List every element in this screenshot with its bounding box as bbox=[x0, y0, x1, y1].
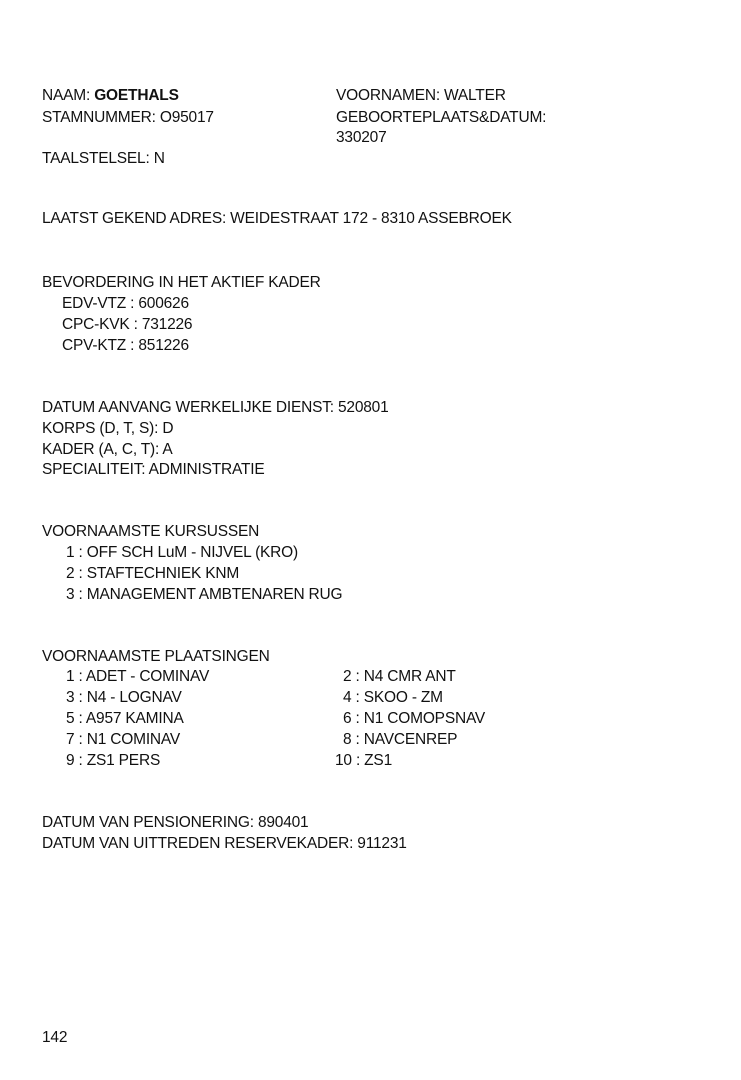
taalstelsel: TAALSTELSEL: N bbox=[42, 150, 165, 167]
plaatsing-item: 10 : ZS1 bbox=[335, 752, 392, 769]
plaatsing-item: 2 : N4 CMR ANT bbox=[343, 668, 456, 685]
naam-line bbox=[42, 86, 179, 106]
kader: KADER (A, C, T): A bbox=[42, 441, 173, 458]
plaatsing-item: 7 : N1 COMINAV bbox=[66, 731, 181, 748]
geboorte-value: 330207 bbox=[336, 129, 387, 146]
page-number: 142 bbox=[42, 1029, 68, 1046]
geboorte-label: GEBOORTEPLAATS&DATUM: bbox=[336, 109, 547, 126]
kursus-item: 2 : STAFTECHNIEK KNM bbox=[66, 565, 240, 582]
plaatsing-item: 3 : N4 - LOGNAV bbox=[66, 689, 182, 706]
datum-uittreden: DATUM VAN UITTREDEN RESERVEKADER: 911231 bbox=[42, 835, 407, 852]
voornamen: VOORNAMEN: WALTER bbox=[336, 87, 506, 104]
bevordering-item: CPC-KVK : 731226 bbox=[62, 316, 193, 333]
plaatsing-item: 9 : ZS1 PERS bbox=[66, 752, 161, 769]
datum-pensionering: DATUM VAN PENSIONERING: 890401 bbox=[42, 814, 309, 831]
bevordering-item: EDV-VTZ : 600626 bbox=[62, 295, 189, 312]
plaatsing-item: 5 : A957 KAMINA bbox=[66, 710, 184, 727]
stamnummer: STAMNUMMER: O95017 bbox=[42, 109, 214, 126]
specialiteit: SPECIALITEIT: ADMINISTRATIE bbox=[42, 461, 265, 478]
kursus-item: 3 : MANAGEMENT AMBTENAREN RUG bbox=[66, 586, 343, 603]
naam-label: NAAM: bbox=[42, 87, 91, 104]
bevordering-title: BEVORDERING IN HET AKTIEF KADER bbox=[42, 274, 321, 291]
naam-value: GOETHALS bbox=[94, 87, 179, 104]
plaatsing-item: 4 : SKOO - ZM bbox=[343, 689, 443, 706]
korps: KORPS (D, T, S): D bbox=[42, 420, 174, 437]
plaatsing-item: 6 : N1 COMOPSNAV bbox=[343, 710, 486, 727]
kursussen-title: VOORNAAMSTE KURSUSSEN bbox=[42, 523, 260, 540]
plaatsing-item: 8 : NAVCENREP bbox=[343, 731, 458, 748]
kursus-item: 1 : OFF SCH LuM - NIJVEL (KRO) bbox=[66, 544, 298, 561]
plaatsingen-title: VOORNAAMSTE PLAATSINGEN bbox=[42, 648, 270, 665]
datum-aanvang-dienst: DATUM AANVANG WERKELIJKE DIENST: 520801 bbox=[42, 399, 389, 416]
laatst-gekend-adres: LAATST GEKEND ADRES: WEIDESTRAAT 172 - 8310 ASSEBROEK bbox=[42, 210, 512, 227]
bevordering-item: CPV-KTZ : 851226 bbox=[62, 337, 189, 354]
plaatsing-item: 1 : ADET - COMINAV bbox=[66, 668, 210, 685]
